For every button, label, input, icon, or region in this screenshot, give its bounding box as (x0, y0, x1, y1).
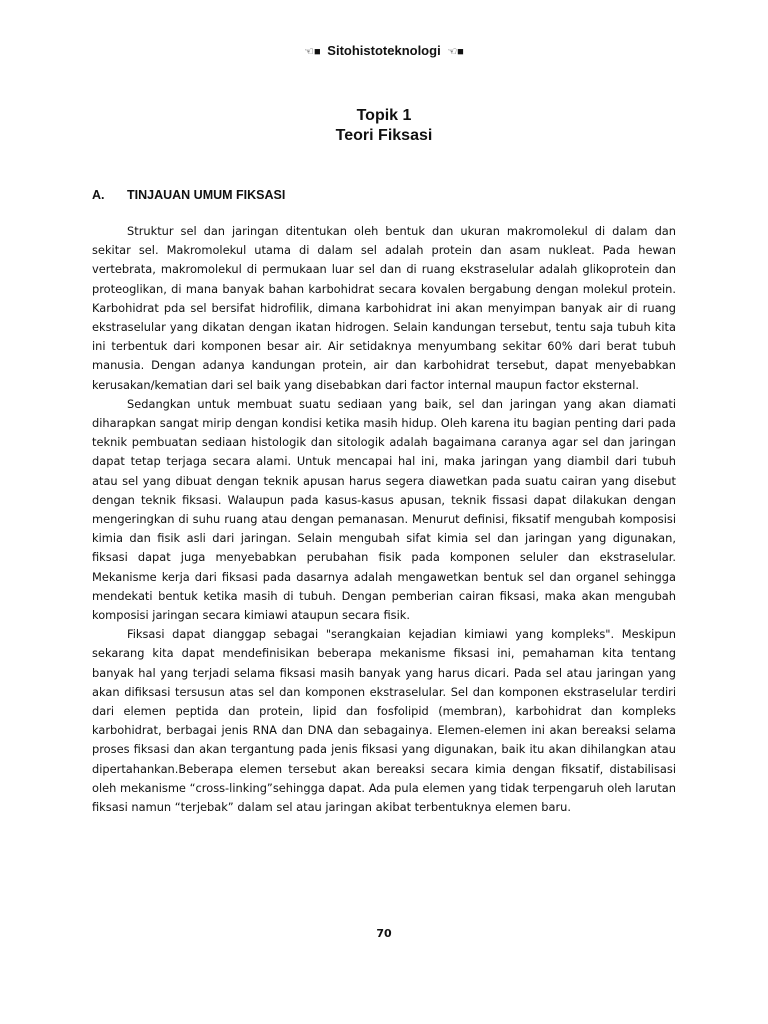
running-header-title: Sitohistoteknologi (327, 43, 441, 58)
hand-pointer-icon: ☜■ (304, 46, 321, 58)
topic-number: Topik 1 (356, 107, 412, 124)
running-header (92, 43, 676, 58)
body-text (92, 222, 676, 817)
paragraph: Sedangkan untuk membuat suatu sediaan yang baik, sel dan jaringan yang akan diamati diharapkan sangat mirip dengan kondisi ketika masih hidup. Oleh karena itu bagian penting dari pada teknik pembuatan sediaan histologik dan sitologik adalah bagaimana caranya agar sel dan jaringan dapat tetap terjaga secara alami. Untuk mencapai hal ini, maka jaringan yang diambil dari tubuh atau sel yang dibuat dengan teknik apusan harus segera diawetkan pada suatu cairan yang disebut dengan teknik fiksasi. Walaupun pada kasus-kasus apusan, teknik fissasi dapat dilakukan dengan mengeringkan di suhu ruang atau dengan pemanasan. Menurut definisi, fiksatif mengubah komposisi kimia dan fisik asli dari jaringan. Selain mengubah sifat kimia sel dan jaringan yang digunakan, fiksasi dapat juga menyebabkan perubahan fisik pada komponen seluler dan ekstraselular. Mekanisme kerja dari fiksasi pada dasarnya adalah mengawetkan bentuk sel dan organel sehingga mendekati bentuk ketika masih di tubuh. Dengan pemberian cairan fiksasi, maka akan mengubah komposisi jaringan secara kimiawi ataupun secara fisik. (92, 396, 676, 623)
topic-title (92, 106, 676, 146)
paragraph: Struktur sel dan jaringan ditentukan oleh bentuk dan ukuran makromolekul di dalam dan sekitar sel. Makromolekul utama di dalam sel adalah protein dan asam nukleat. Pada hewan vertebrata, makromolekul di permukaan luar sel dan di ruang ekstraselular adalah glikoprotein dan proteoglikan, di mana banyak bahan karbohidrat secara kovalen bergabung dengan molekul protein. Karbohidrat pda sel bersifat hidrofilik, dimana karbohidrat ini akan menyimpan banyak air di ruang ekstraselular yang dikatan dengan ikatan hidrogen. Selain kandungan tersebut, tentu saja tubuh kita ini terbentuk dari komponen besar air. Air setidaknya menyumbang sekitar 60% dari berat tubuh manusia. Dengan adanya kandungan protein, air dan karbohidrat tersebut, dapat menyebabkan kerusakan/kematian dari sel baik yang disebabkan dari factor internal maupun factor eksternal. (92, 224, 676, 392)
section-letter: A. (92, 188, 105, 202)
section-heading (92, 188, 676, 202)
section-title: TINJAUAN UMUM FIKSASI (127, 188, 286, 202)
hand-pointer-icon: ☜■ (447, 46, 464, 58)
paragraph: Fiksasi dapat dianggap sebagai "serangkaian kejadian kimiawi yang kompleks". Meskipun sekarang kita dapat mendefinisikan beberapa mekanisme fiksasi ini, pemahaman kita tentang banyak hal yang terjadi selama fiksasi masih banyak yang harus dicari. Pada sel atau jaringan yang akan difiksasi tersusun atas sel dan komponen ekstraselular. Sel dan komponen ekstraselular terdiri dari elemen peptida dan protein, lipid dan fosfolipid (membran), karbohidrat dan kompleks karbohidrat, berbagai jenis RNA dan DNA dan sebagainya. Elemen-elemen ini akan bereaksi selama proses fiksasi dan akan tergantung pada jenis fiksasi yang digunakan, baik itu akan dihilangkan atau dipertahankan.Beberapa elemen tersebut akan bereaksi secara kimia dengan fiksatif, distabilisasi oleh mekanisme “cross-linking”sehingga dapat. Ada pula elemen yang tidak terpengaruh oleh larutan fiksasi namun “terjebak” dalam sel atau jaringan akibat terbentuknya elemen baru. (92, 627, 676, 815)
page-number: 70 (376, 927, 392, 940)
topic-name: Teori Fiksasi (335, 127, 433, 144)
document-page (92, 0, 676, 1024)
